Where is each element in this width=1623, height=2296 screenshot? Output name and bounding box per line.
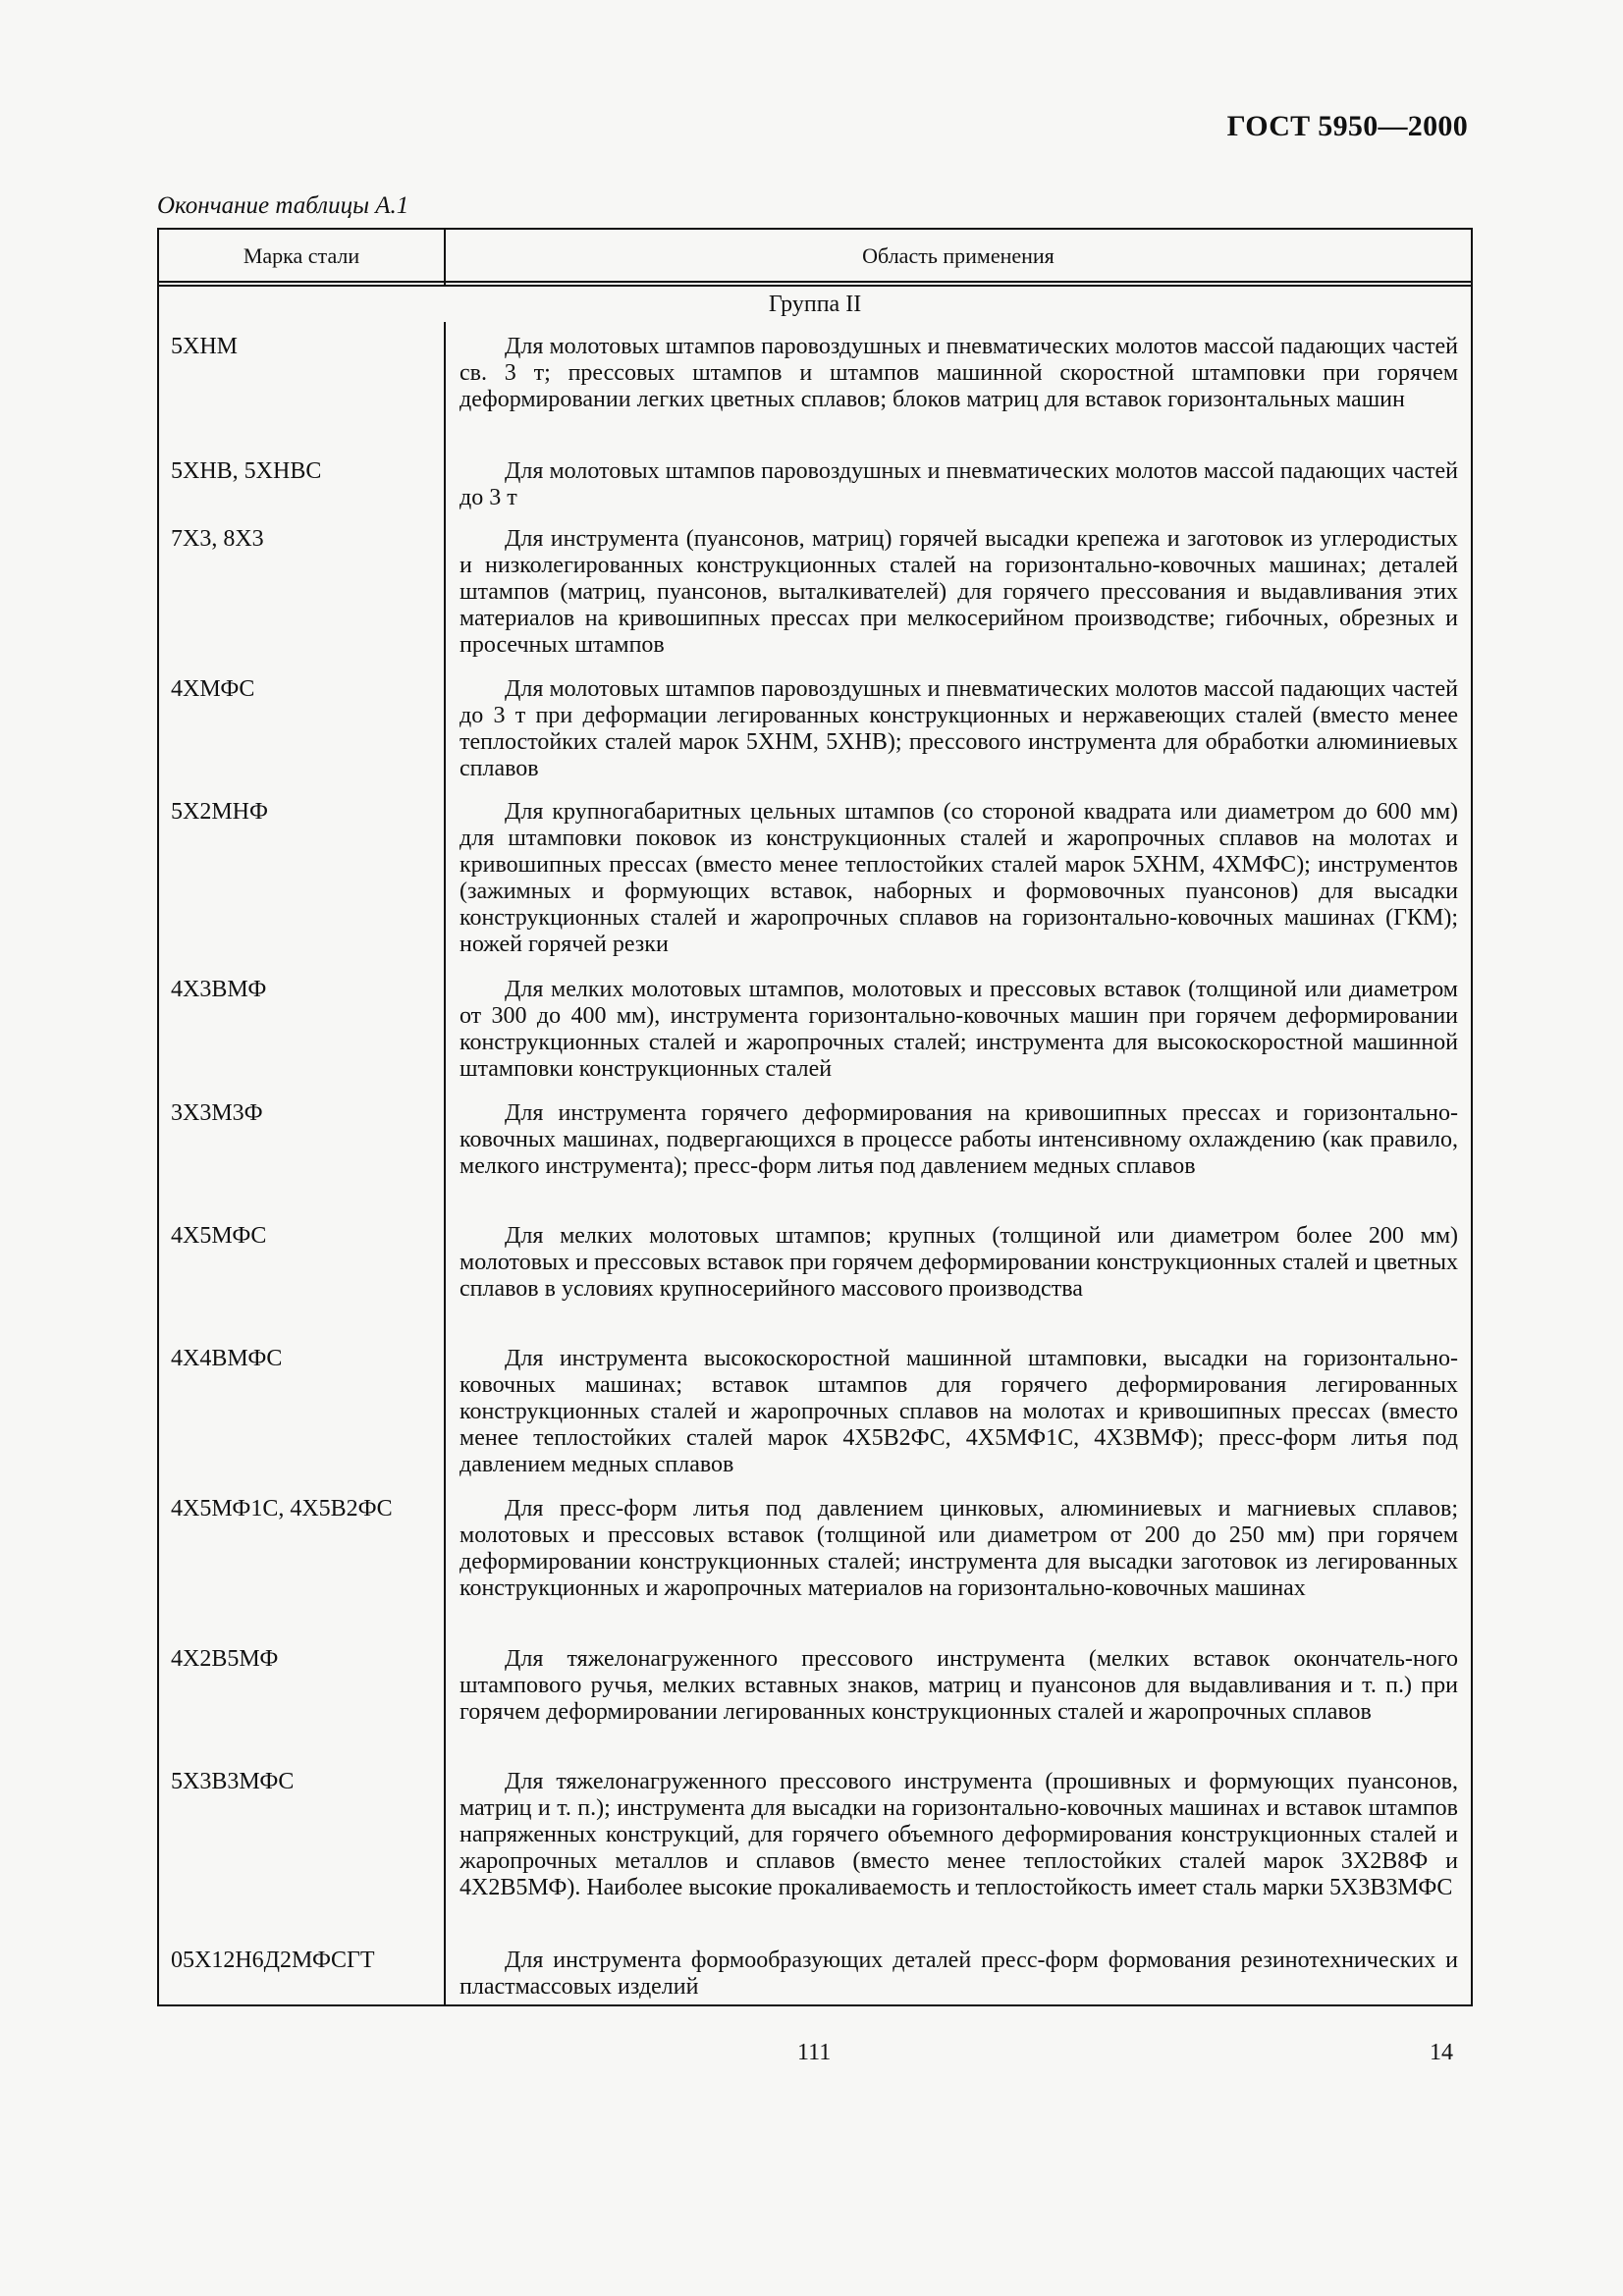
steel-grade: 5ХНВ, 5ХНВС [171,458,322,484]
application-text: Для молотовых штампов паровоздушных и пневматических молотов массой падающих частей св. 3 т; прессовых штампов и штампов машинной скоростной штамповки при горячем деформировании легких цветных сплавов; блоков матриц для вставок горизонтальных машин [460,334,1458,412]
application-text: Для инструмента высокоскоростной машинной штамповки, высадки на горизонтально-ковочных машинах; вставок штампов для горячего деформирования легированных конструкционных сталей и жаропрочных сплавов на молотах и кривошипных прессах (вместо менее теплостойких сталей марок 4Х5В2ФС, 4Х5МФ1С, 4Х3ВМФ); пресс-форм литья под давлением медных сплавов [460,1346,1458,1477]
application-text: Для инструмента формообразующих деталей пресс-форм формования резинотехнических и пластмассовых изделий [460,1948,1458,2000]
steel-grade: 4Х3ВМФ [171,977,267,1002]
steel-table [157,228,1473,2006]
steel-grade: 5ХНМ [171,334,239,359]
column-divider [444,230,446,2004]
application-text: Для крупногабаритных цельных штампов (со стороной квадрата или диаметром до 600 мм) для штамповки поковок из конструкционных сталей и жаропрочных сплавов на молотах и кривошипных прессах (вместо менее теплостойких сталей марок 5ХНМ, 4ХМФС); инструментов (зажимных и формующих вставок, наборных и формовочных пуансонов) для высадки конструкционных сталей и жаропрочных сплавов на горизонтально-ковочных машинах (ГКМ); ножей горячей резки [460,799,1458,957]
side-page-number: 14 [1430,2040,1453,2065]
group-bar [159,287,1471,322]
application-text: Для тяжелонагруженного прессового инструмента (мелких вставок окончатель-ного штампового ручья, мелких вставных знаков, матриц и пуансонов для выдавливания и т. п.) при горячем деформировании легированных конструкционных сталей и жаропрочных сплавов [460,1646,1458,1725]
application-text: Для пресс-форм литья под давлением цинковых, алюминиевых и магниевых сплавов; молотовых и прессовых вставок (толщиной или диаметром от 200 до 250 мм) при горячем деформировании конструкционных сталей; инструмента для высадки заготовок из легированных конструкционных и жаропрочных материалов на горизонтально-ковочных машинах [460,1496,1458,1601]
header-grade: Марка стали [243,243,360,268]
steel-grade: 7Х3, 8Х3 [171,526,264,552]
standard-title: ГОСТ 5950—2000 [1226,110,1468,142]
table-header [159,230,1471,287]
group-heading: Группа II [768,292,862,317]
table-caption: Окончание таблицы А.1 [157,192,409,219]
page-number: 111 [797,2040,832,2065]
steel-grade: 4Х5МФС [171,1223,267,1249]
steel-grade: 4Х4ВМФС [171,1346,283,1371]
application-text: Для мелких молотовых штампов; крупных (толщиной или диаметром более 200 мм) молотовых и прессовых вставок при горячем деформировании конструкционных сталей и цветных сплавов в условиях крупносерийного массового производства [460,1223,1458,1302]
steel-grade: 5Х2МНФ [171,799,268,825]
steel-grade: 4Х2В5МФ [171,1646,279,1672]
application-text: Для инструмента (пуансонов, матриц) горячей высадки крепежа и заготовок из углеродистых и низколегированных конструкционных сталей на горизонтально-ковочных машинах; деталей штампов (матриц, пуансонов, выталкивателей) для горячего прессования и выдавливания этих материалов на кривошипных прессах при мелкосерийном производстве; гибочных, обрезных и просечных штампов [460,526,1458,658]
steel-grade: 4Х5МФ1С, 4Х5В2ФС [171,1496,393,1522]
application-text: Для мелких молотовых штампов, молотовых и прессовых вставок (толщиной или диаметром от 300 до 400 мм), инструмента горизонтально-ковочных машин при горячем деформировании конструкционных сталей и жаропрочных сталей; инструмента для высокоскоростной машинной штамповки конструкционных сталей [460,977,1458,1082]
steel-grade: 5Х3В3МФС [171,1769,295,1794]
application-text: Для тяжелонагруженного прессового инструмента (прошивных и формующих пуансонов, матриц и т. п.); инструмента для высадки на горизонтально-ковочных машинах и вставок штампов напряженных конструкций, для горячего объемного деформирования конструкционных сталей и жаропрочных металлов и сплавов (вместо менее теплостойких сталей марок 3Х2В8Ф и 4Х2В5МФ). Наиболее высокие прокаливаемость и теплостойкость имеет сталь марки 5Х3В3МФС [460,1769,1458,1900]
steel-grade: 05Х12Н6Д2МФСГТ [171,1948,375,1973]
steel-grade: 3Х3М3Ф [171,1100,263,1126]
application-text: Для молотовых штампов паровоздушных и пневматических молотов массой падающих частей до 3 т [460,458,1458,510]
header-application: Область применения [862,243,1055,268]
application-text: Для молотовых штампов паровоздушных и пневматических молотов массой падающих частей до 3 т при деформации легированных конструкционных и нержавеющих сталей (вместо менее теплостойких сталей марок 5ХНМ, 5ХНВ); прессового инструмента для обработки алюминиевых сплавов [460,676,1458,781]
steel-grade: 4ХМФС [171,676,255,702]
application-text: Для инструмента горячего деформирования на кривошипных прессах и горизонтально-ковочных машинах, подвергающихся в процессе работы интенсивному охлаждению (как правило, мелкого инструмента); пресс-форм литья под давлением медных сплавов [460,1100,1458,1179]
